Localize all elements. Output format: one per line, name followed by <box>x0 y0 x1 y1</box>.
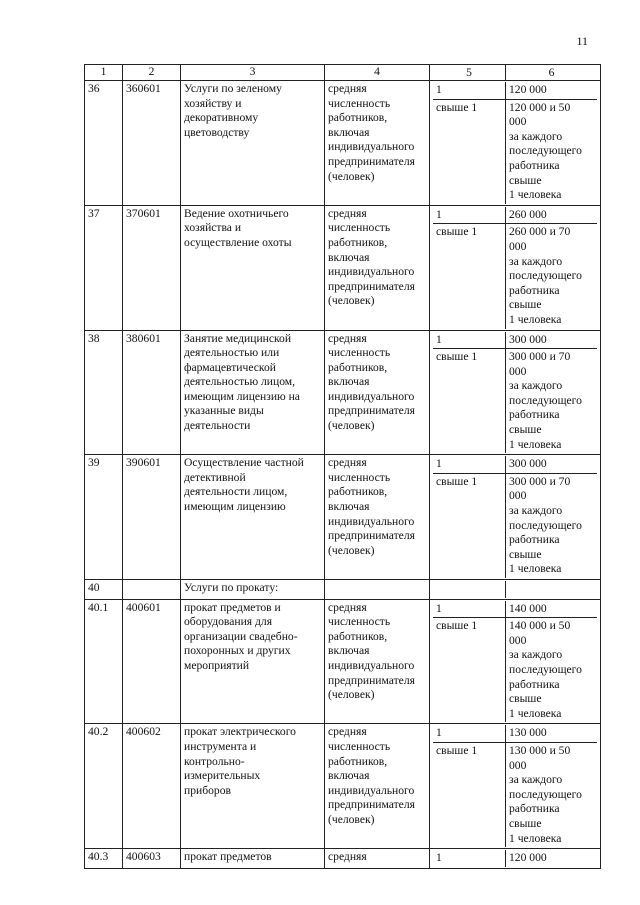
text-line: 000 <box>509 633 527 647</box>
text-line: свыше <box>509 816 542 830</box>
amount <box>506 82 597 99</box>
text-line: последующего <box>509 662 582 676</box>
text-line: предпринимателя <box>328 279 415 293</box>
section-number: 40 <box>85 580 123 600</box>
header-row <box>85 65 601 81</box>
text-line: 1 человека <box>509 831 562 845</box>
amount <box>506 474 597 578</box>
text-line: 260 000 и 70 <box>509 225 571 239</box>
text-line: фармацевтической <box>184 360 276 374</box>
text-line: измерительных <box>184 769 261 783</box>
text-line: численность <box>328 470 391 484</box>
text-line: деятельности <box>184 419 251 433</box>
text-line: контрольно- <box>184 754 245 768</box>
header-cell-group <box>430 65 601 81</box>
row-number: 40.2 <box>85 724 123 849</box>
text-line: средняя <box>328 600 367 614</box>
amount <box>506 332 597 349</box>
employee-count: 1 <box>433 82 506 99</box>
text-line: прокат предметов и <box>184 600 281 614</box>
indicator <box>325 599 430 724</box>
text-line: (человек) <box>328 294 375 308</box>
text-line: 260 000 <box>509 207 547 221</box>
text-line: включая <box>328 375 370 389</box>
employee-count: 1 <box>433 601 506 618</box>
text-line: за каждого <box>509 379 563 393</box>
rate-line-second <box>433 99 597 204</box>
text-line: 130 000 <box>509 726 547 740</box>
table-row <box>85 849 601 869</box>
employee-count: 1 <box>433 725 506 742</box>
text-line: 1 человека <box>509 188 562 202</box>
rate-group <box>430 455 601 580</box>
amount <box>506 100 597 204</box>
text-line: организации свадебно- <box>184 629 298 643</box>
tariff-table <box>84 64 601 869</box>
employee-count: 1 <box>433 456 506 473</box>
text-line: Осуществление частной <box>184 456 304 470</box>
text-line: приборов <box>184 783 231 797</box>
row-code: 400601 <box>123 599 181 724</box>
rate-line-first <box>433 207 597 224</box>
employee-count: свыше 1 <box>433 100 506 204</box>
text-line: 120 000 и 50 <box>509 100 571 114</box>
employee-count: свыше 1 <box>433 474 506 578</box>
text-line: хозяйства и <box>184 221 242 235</box>
text-line: за каждого <box>509 648 563 662</box>
text-line: 000 <box>509 364 527 378</box>
amount <box>506 349 597 453</box>
row-number: 36 <box>85 81 123 206</box>
text-line: численность <box>328 346 391 360</box>
text-line: индивидуального <box>328 265 415 279</box>
text-line: деятельности лицом, <box>184 485 288 499</box>
activity-name: прокат предметов <box>181 849 325 869</box>
rate-line-second <box>433 742 597 847</box>
amount <box>506 456 597 473</box>
text-line: Ведение охотничьего <box>184 206 289 220</box>
text-line: свыше <box>509 298 542 312</box>
indicator <box>325 724 430 849</box>
text-line: работников, <box>328 754 388 768</box>
text-line: работника <box>509 802 560 816</box>
rate-line-first <box>433 82 597 99</box>
table-row <box>85 599 601 724</box>
table-row <box>85 724 601 849</box>
indicator <box>325 81 430 206</box>
text-line: индивидуального <box>328 140 415 154</box>
text-line: численность <box>328 615 391 629</box>
text-line: за каждого <box>509 129 563 143</box>
text-line: похоронных и других <box>184 644 291 658</box>
amount <box>506 601 597 618</box>
text-line: средняя <box>328 331 367 345</box>
empty-cell <box>433 581 506 598</box>
table-row <box>85 81 601 206</box>
text-line: деятельностью лицом, <box>184 375 296 389</box>
text-line: работников, <box>328 111 388 125</box>
text-line: за каждого <box>509 773 563 787</box>
text-line: 1 человека <box>509 562 562 576</box>
text-line: включая <box>328 644 370 658</box>
text-line: последующего <box>509 144 582 158</box>
header-cell: 5 <box>433 65 506 80</box>
text-line: оборудования для <box>184 615 273 629</box>
header-cell: 6 <box>548 66 555 79</box>
text-line: последующего <box>509 269 582 283</box>
text-line: за каждого <box>509 504 563 518</box>
text-line: осуществление охоты <box>184 235 292 249</box>
text-line: свыше <box>509 423 542 437</box>
employee-count: 1 <box>433 332 506 349</box>
activity-name <box>181 81 325 206</box>
text-line: численность <box>328 739 391 753</box>
text-line: 300 000 <box>509 332 547 346</box>
row-code: 370601 <box>123 205 181 330</box>
row-code: 360601 <box>123 81 181 206</box>
text-line: последующего <box>509 393 582 407</box>
rate-group <box>430 81 601 206</box>
text-line: предпринимателя <box>328 154 415 168</box>
text-line: работника <box>509 677 560 691</box>
text-line: работников, <box>328 629 388 643</box>
text-line: детективной <box>184 470 246 484</box>
table-row <box>85 330 601 455</box>
text-line: численность <box>328 221 391 235</box>
text-line: 000 <box>509 758 527 772</box>
amount <box>506 725 597 742</box>
rate-line-first <box>433 456 597 473</box>
empty-cell <box>430 580 601 600</box>
empty-cell <box>123 580 181 600</box>
text-line: цветоводству <box>184 125 250 139</box>
empty-cell <box>506 581 597 598</box>
text-line: 120 000 <box>509 83 547 96</box>
text-line: предпринимателя <box>328 798 415 812</box>
text-line: предпринимателя <box>328 404 415 418</box>
row-number: 37 <box>85 205 123 330</box>
text-line: предпринимателя <box>328 529 415 543</box>
text-line: (человек) <box>328 812 375 826</box>
text-line: 140 000 и 50 <box>509 619 571 633</box>
text-line: индивидуального <box>328 783 415 797</box>
text-line: деятельностью или <box>184 346 280 360</box>
text-line: имеющим лицензию на <box>184 389 300 403</box>
text-line: средняя <box>328 725 367 739</box>
text-line: 130 000 и 50 <box>509 743 571 757</box>
row-code: 390601 <box>123 455 181 580</box>
text-line: 000 <box>509 239 527 253</box>
text-line: хозяйству и <box>184 96 242 110</box>
employee-count: свыше 1 <box>433 743 506 847</box>
rate-line-first <box>433 725 597 742</box>
text-line: 1 человека <box>509 437 562 451</box>
row-code: 400603 <box>123 849 181 869</box>
row-number: 40.1 <box>85 599 123 724</box>
text-line: свыше <box>509 547 542 561</box>
header-cell: 2 <box>123 65 181 81</box>
text-line: Занятие медицинской <box>184 331 292 345</box>
header-cell: 4 <box>325 65 430 81</box>
table-row <box>85 455 601 580</box>
section-title: Услуги по прокату: <box>181 580 325 600</box>
section-row <box>85 580 601 600</box>
text-line: 140 000 <box>509 601 547 615</box>
text-line: 1 человека <box>509 312 562 326</box>
text-line: работника <box>509 158 560 172</box>
employee-count: 1 <box>433 207 506 224</box>
text-line: индивидуального <box>328 514 415 528</box>
text-line: указанные виды <box>184 404 264 418</box>
text-line: работника <box>509 533 560 547</box>
row-number: 38 <box>85 330 123 455</box>
text-line: включая <box>328 250 370 264</box>
text-line: средняя <box>328 206 367 220</box>
text-line: работников, <box>328 360 388 374</box>
rate-group <box>430 599 601 724</box>
text-line: мероприятий <box>184 658 250 672</box>
text-line: (человек) <box>328 419 375 433</box>
indicator <box>325 455 430 580</box>
employee-count: свыше 1 <box>433 224 506 328</box>
text-line: средняя <box>328 456 367 470</box>
activity-name <box>181 205 325 330</box>
text-line: (человек) <box>328 543 375 557</box>
activity-name <box>181 599 325 724</box>
rate-line-second <box>433 617 597 722</box>
text-line: декоративному <box>184 111 259 125</box>
activity-name <box>181 455 325 580</box>
amount <box>506 207 597 224</box>
row-code: 380601 <box>123 330 181 455</box>
text-line: численность <box>328 96 391 110</box>
rate-line-first <box>433 332 597 349</box>
text-line: работников, <box>328 485 388 499</box>
rate-line-second <box>433 223 597 328</box>
employee-count: свыше 1 <box>433 618 506 722</box>
text-line: имеющим лицензию <box>184 500 286 514</box>
amount <box>506 618 597 722</box>
header-cell: 1 <box>85 65 123 81</box>
rate-line-second <box>433 473 597 578</box>
amount: 120 000 <box>509 851 547 865</box>
table-row <box>85 205 601 330</box>
row-number: 40.3 <box>85 849 123 869</box>
page-number: 11 <box>576 34 588 48</box>
text-line: за каждого <box>509 254 563 268</box>
employee-count: 1 <box>433 850 506 867</box>
text-line: работников, <box>328 235 388 249</box>
text-line: работника <box>509 283 560 297</box>
text-line: последующего <box>509 787 582 801</box>
text-line: 300 000 и 70 <box>509 474 571 488</box>
text-line: 000 <box>509 489 527 503</box>
rate-group <box>430 205 601 330</box>
text-line: (человек) <box>328 688 375 702</box>
indicator <box>325 330 430 455</box>
row-code: 400602 <box>123 724 181 849</box>
amount <box>506 743 597 847</box>
text-line: последующего <box>509 518 582 532</box>
indicator <box>325 205 430 330</box>
text-line: 000 <box>509 115 527 129</box>
text-line: прокат электрического <box>184 725 296 739</box>
text-line: включая <box>328 769 370 783</box>
empty-cell <box>325 580 430 600</box>
text-line: 1 человека <box>509 706 562 720</box>
row-number: 39 <box>85 455 123 580</box>
text-line: предпринимателя <box>328 673 415 687</box>
rate-group <box>430 330 601 455</box>
text-line: (человек) <box>328 169 375 183</box>
text-line: включая <box>328 125 370 139</box>
rate-line-first <box>433 601 597 618</box>
activity-name <box>181 330 325 455</box>
text-line: 300 000 <box>509 457 547 471</box>
rate-group <box>430 724 601 849</box>
text-line: индивидуального <box>328 658 415 672</box>
text-line: 300 000 и 70 <box>509 350 571 364</box>
header-cell: 3 <box>181 65 325 81</box>
rate-line-second <box>433 348 597 453</box>
activity-name <box>181 724 325 849</box>
text-line: индивидуального <box>328 389 415 403</box>
indicator: средняя <box>325 849 430 869</box>
text-line: инструмента и <box>184 739 257 753</box>
text-line: средняя <box>328 82 367 95</box>
text-line: свыше <box>509 173 542 187</box>
rate-group <box>430 849 601 869</box>
text-line: свыше <box>509 692 542 706</box>
employee-count: свыше 1 <box>433 349 506 453</box>
text-line: включая <box>328 500 370 514</box>
text-line: Услуги по зеленому <box>184 82 282 95</box>
amount <box>506 224 597 328</box>
text-line: работника <box>509 408 560 422</box>
